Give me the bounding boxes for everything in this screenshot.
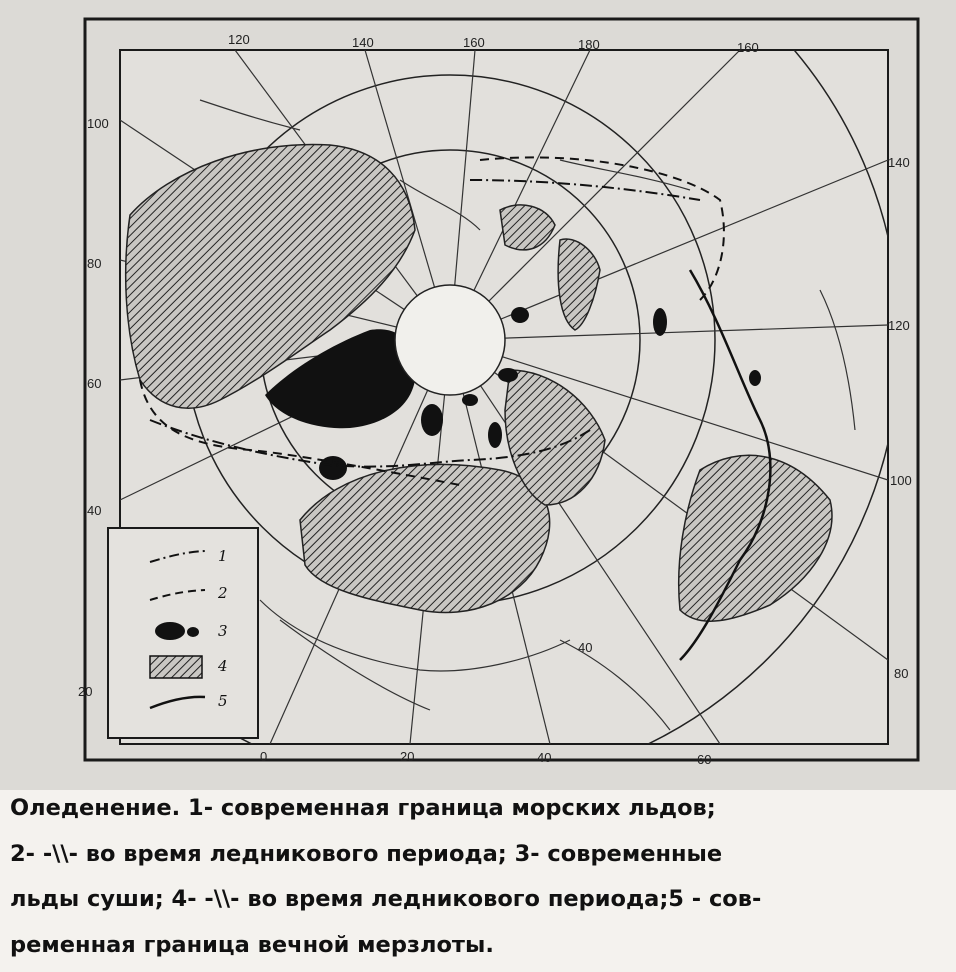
caption-line-4: ременная граница вечной мерзлоты. <box>10 931 494 958</box>
legend-number-2: 2 <box>218 584 228 602</box>
tick-right-3: 80 <box>894 666 909 681</box>
legend-number-4: 4 <box>218 657 228 675</box>
legend-number-1: 1 <box>218 547 228 565</box>
north-pole-cap <box>395 285 505 395</box>
legend <box>108 528 258 738</box>
legend-number-3: 3 <box>218 622 228 640</box>
tick-top-0: 120 <box>228 32 250 47</box>
tick-bottom-1: 20 <box>400 749 415 764</box>
tick-top-4: 160 <box>737 40 759 55</box>
tick-right-2: 100 <box>890 473 912 488</box>
legend-symbol-blob-small <box>187 627 199 637</box>
inner-label: 40 <box>578 640 593 655</box>
legend-symbol-blob-large <box>155 622 185 640</box>
left-labels <box>78 116 109 699</box>
tick-left-4: 20 <box>78 684 93 699</box>
tick-bottom-3: 60 <box>697 752 712 767</box>
tick-bottom-2: 40 <box>537 750 552 765</box>
tick-bottom-0: 0 <box>260 749 268 764</box>
tick-top-1: 140 <box>352 35 374 50</box>
tick-left-1: 80 <box>87 256 102 271</box>
legend-number-5: 5 <box>218 692 228 710</box>
caption-line-3: льды суши; 4- -\\- во время ледникового периода;5 - сов- <box>10 886 762 912</box>
tick-top-2: 160 <box>463 35 485 50</box>
caption-line-2: 2- -\\- во время ледникового периода; 3- современные <box>10 840 723 867</box>
tick-left-0: 100 <box>87 116 109 131</box>
tick-right-0: 140 <box>888 155 910 170</box>
tick-right-1: 120 <box>888 318 910 333</box>
caption <box>10 786 950 968</box>
tick-top-3: 180 <box>578 37 600 52</box>
tick-left-2: 60 <box>87 376 102 391</box>
tick-left-3: 40 <box>87 503 102 518</box>
bottom-longitude-labels <box>260 749 711 767</box>
legend-symbol-hatch <box>150 656 202 678</box>
caption-line-1: Оледенение. 1- современная граница морских льдов; <box>10 795 716 821</box>
right-labels <box>888 155 912 681</box>
